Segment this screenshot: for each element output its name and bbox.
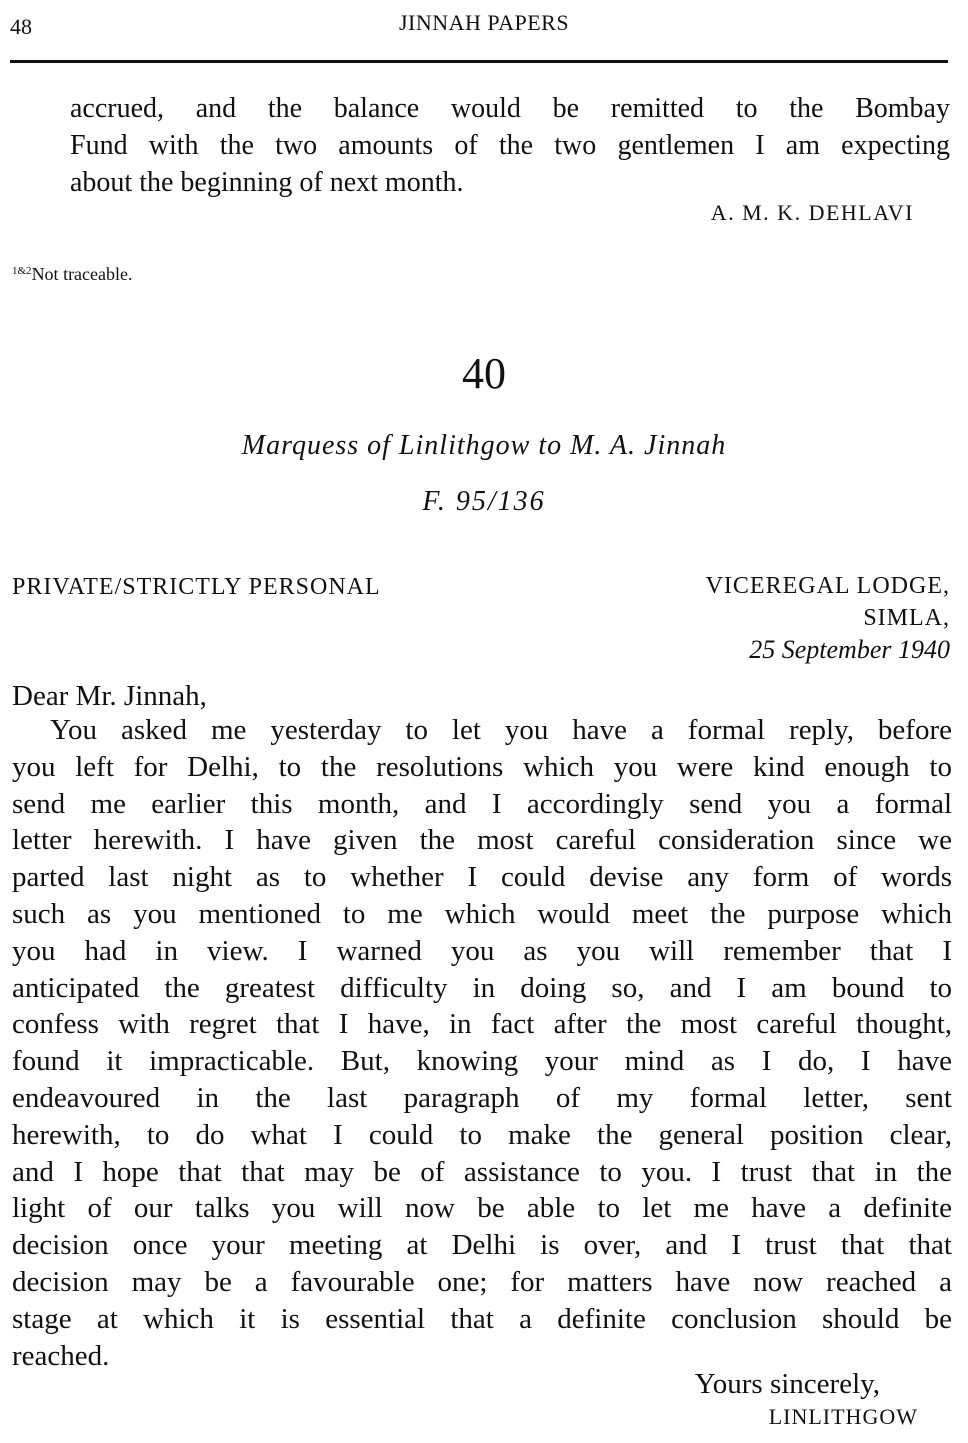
- letter-date: 25 September 1940: [749, 635, 950, 664]
- body-line: you left for Delhi, to the resolutions which you were kind enough to: [12, 750, 952, 783]
- body-line: decision may be a favourable one; for matters have now reached a: [12, 1265, 952, 1298]
- body-line: confess with regret that I have, in fact after the most careful thought,: [12, 1008, 952, 1041]
- footnote-marker: 1&2: [12, 265, 32, 277]
- paragraph-line: about the beginning of next month.: [70, 167, 464, 198]
- document-number: 40: [462, 349, 506, 398]
- body-line: and I hope that that may be of assistance to you. I trust that in the: [12, 1155, 952, 1188]
- continued-paragraph: [70, 90, 950, 201]
- body-line: anticipated the greatest difficulty in doing so, and I am bound to: [12, 971, 952, 1004]
- footnote: [12, 264, 133, 285]
- address-line: VICEREGAL LODGE,: [705, 573, 950, 599]
- body-line: you had in view. I warned you as you will remember that I: [12, 934, 952, 967]
- header-rule: [10, 60, 948, 63]
- body-line: You asked me yesterday to let you have a formal reply, before: [50, 714, 952, 746]
- body-line: found it impracticable. But, knowing your mind as I do, I have: [12, 1045, 952, 1078]
- footnote-text: Not traceable.: [31, 264, 133, 284]
- classification: PRIVATE/STRICTLY PERSONAL: [12, 574, 381, 600]
- page-number: 48: [10, 14, 32, 39]
- body-line: endeavoured in the last paragraph of my formal letter, sent: [12, 1081, 952, 1114]
- closing: Yours sincerely,: [694, 1368, 880, 1400]
- document-reference: F. 95/136: [422, 486, 546, 517]
- document-title: Marquess of Linlithgow to M. A. Jinnah: [241, 430, 727, 461]
- body-line: stage at which it is essential that a definite conclusion should be: [12, 1302, 952, 1335]
- letter-body: [12, 712, 952, 1374]
- signature: LINLITHGOW: [768, 1404, 918, 1429]
- body-line: such as you mentioned to me which would meet the purpose which: [12, 897, 952, 930]
- paragraph-line: accrued, and the balance would be remitted to the Bombay: [70, 93, 950, 124]
- body-line: reached.: [12, 1339, 110, 1372]
- body-line: parted last night as to whether I could devise any form of words: [12, 861, 952, 894]
- sender-address: [706, 570, 950, 666]
- previous-letter-signature: A. M. K. DEHLAVI: [710, 200, 914, 225]
- body-line: light of our talks you will now be able to let me have a definite: [12, 1192, 952, 1225]
- running-title: JINNAH PAPERS: [398, 10, 570, 35]
- body-line: decision once your meeting at Delhi is over, and I trust that that: [12, 1229, 952, 1262]
- body-line: send me earlier this month, and I accordingly send you a formal: [12, 787, 952, 820]
- salutation: Dear Mr. Jinnah,: [12, 680, 207, 712]
- paragraph-line: Fund with the two amounts of the two gentlemen I am expecting: [70, 130, 950, 161]
- address-line: SIMLA,: [863, 605, 950, 631]
- body-line: letter herewith. I have given the most careful consideration since we: [12, 824, 952, 857]
- body-line: herewith, to do what I could to make the general position clear,: [12, 1118, 952, 1151]
